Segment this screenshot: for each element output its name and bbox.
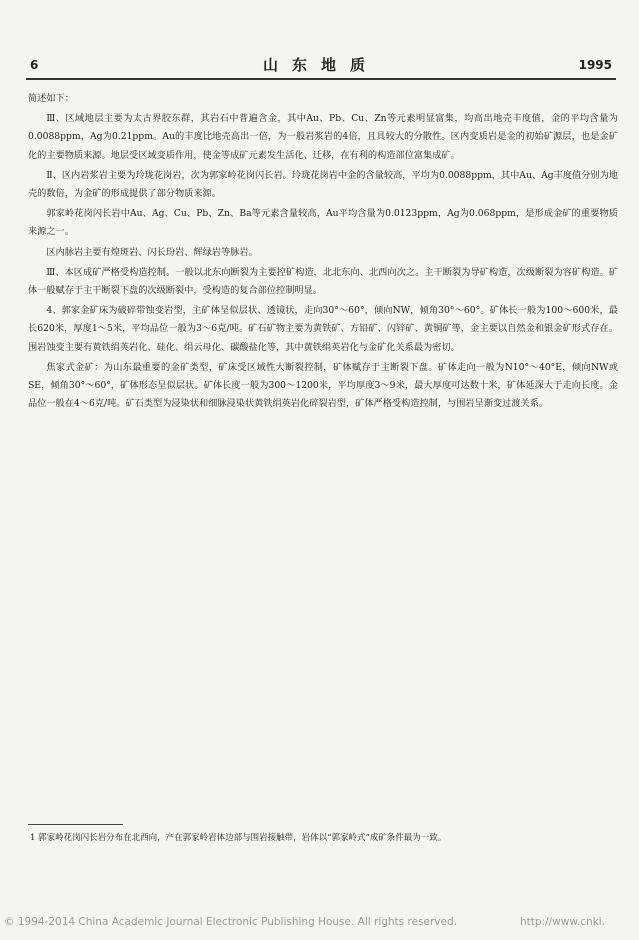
footnote-rule [28, 824, 123, 825]
paragraph-strata: Ⅲ、区域地层主要为太古界胶东群，其岩石中普遍含金，其中Au、Pb、Cu、Zn等元素明显富集，均高出地壳丰度值，金的平均含量为0.0088ppm，Ag为0.21ppm。Au的丰度比地壳高出一倍，为一般岩浆岩的4倍，且具较大的分散性。区内变质岩是金的初始矿源层，也是金矿化的主要物质来源。地层受区域变质作用，使金等成矿元素发生活化、迁移，在有利的构造部位富集成矿。 [28, 113, 618, 161]
paragraph-jiaojia-type: 焦家式金矿：为山东最重要的金矿类型，矿床受区域性大断裂控制，矿体赋存于主断裂下盘。矿体走向一般为N10°～40°E，倾向NW或SE，倾角30°～60°，矿体形态呈似层状。矿体长度一般为300～1200米，平均厚度3～9米，最大厚度可达数十米，矿体延深大于走向长度。金品位一般在4～6克/吨。矿石类型为浸染状和细脉浸染状黄铁绢英岩化碎裂岩型，矿体严格受构造控制，与围岩呈渐变过渡关系。 [28, 361, 618, 410]
paragraph-granodiorite: 郭家岭花岗闪长岩中Au、Ag、Cu、Pb、Zn、Ba等元素含量较高，Au平均含量为0.0123ppm，Ag为0.068ppm，是形成金矿的重要物质来源之一。 [28, 208, 618, 238]
copyright-text: © 1994-2014 China Academic Journal Electronic Publishing House. All rights reserved. [4, 916, 457, 928]
paragraph-deposit: 4、郭家金矿床为破碎带蚀变岩型，主矿体呈似层状、透镜状，走向30°～60°，倾向NW，倾角30°～60°。矿体长一般为100～600米，最长620米，厚度1～5米，平均品位一般为3～6克/吨。矿石矿物主要为黄铁矿、方铅矿、闪锌矿、黄铜矿等，金主要以自然金和银金矿形式存在。围岩蚀变主要有黄铁绢英岩化、硅化、绢云母化、碳酸盐化等，其中黄铁绢英岩化与金矿化关系最为密切。 [28, 305, 618, 353]
paragraph-dikes: 区内脉岩主要有煌斑岩、闪长玢岩、辉绿岩等脉岩。 [46, 246, 258, 258]
copyright-footer [0, 914, 639, 934]
article-body [28, 90, 618, 790]
paragraph-magmatic: Ⅱ、区内岩浆岩主要为玲珑花岗岩，次为郭家岭花岗闪长岩。玲珑花岗岩中金的含量较高，平均为0.0088ppm，其中Au、Ag丰度值分别为地壳的数倍，为金矿的形成提供了部分物质来源。 [28, 169, 618, 200]
header-right-mark: 1995 [578, 58, 612, 72]
footnote: 1 郭家岭花岗闪长岩分布在北西向，产在郭家岭岩体边部与围岩接触带，岩体以“郭家岭式”成矿条件最为一致。 [30, 833, 447, 843]
journal-title: 山东地质 [262, 56, 379, 74]
running-header [26, 52, 616, 80]
page-number: 6 [30, 58, 39, 72]
paragraph-intro: 简述如下： [28, 93, 74, 104]
paragraph-structure: Ⅲ、本区成矿严格受构造控制。一般以北东向断裂为主要控矿构造，北北东向、北西向次之。主干断裂为导矿构造，次级断裂为容矿构造。矿体一般赋存于主干断裂下盘的次级断裂中，受构造的复合部位控制明显。 [28, 266, 618, 297]
footer-url[interactable]: http://www.cnki. [520, 916, 606, 928]
